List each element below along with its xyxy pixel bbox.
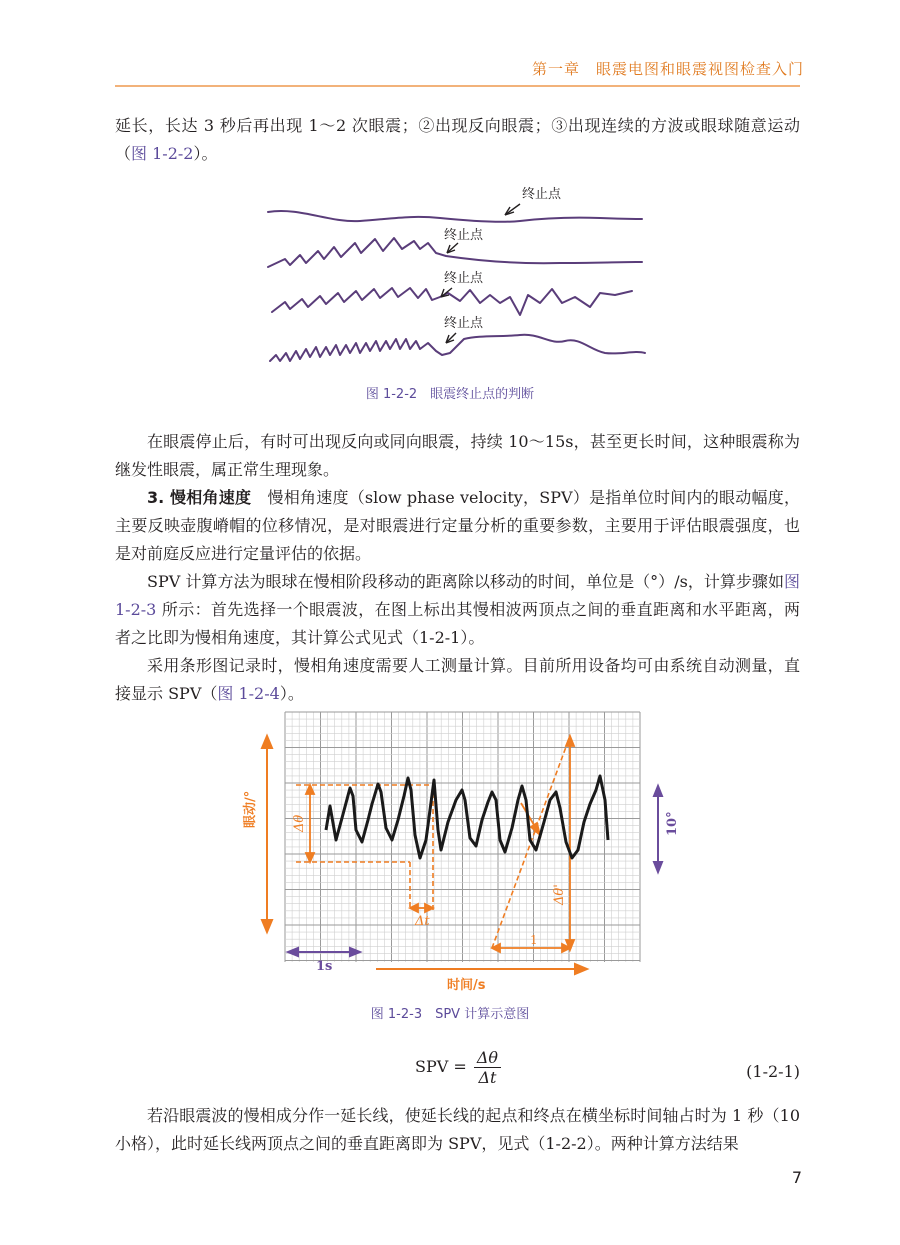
scale-10-degree-label: 10° bbox=[665, 811, 680, 836]
end-point-label-2: 终止点 bbox=[444, 228, 484, 243]
section-heading-spv: 3. 慢相角速度 bbox=[147, 488, 252, 507]
figure-ref-1-2-4[interactable]: 图 1-2-4 bbox=[217, 684, 280, 703]
trace-3 bbox=[272, 288, 632, 315]
formula-numerator: Δθ bbox=[474, 1048, 501, 1068]
equation-number: (1-2-1) bbox=[746, 1062, 800, 1081]
trace-1 bbox=[268, 211, 642, 222]
delta-theta-prime-label: Δθ' bbox=[552, 884, 567, 905]
para1-tail: ）。 bbox=[193, 144, 218, 163]
formula-lhs: SPV = bbox=[415, 1057, 467, 1076]
figure-1-2-3-caption: 图 1-2-3 SPV 计算示意图 bbox=[370, 1007, 530, 1022]
end-point-label-4: 终止点 bbox=[444, 316, 484, 331]
para3-text: 慢相角速度（slow phase velocity，SPV）是指单位时间内的眼动幅度，主要反映壶腹嵴帽的位移情况，是对眼震进行定量分析的重要参数，主要用于评估眼震强度，也是对前庭反应进行定量评估的依据。 bbox=[115, 488, 800, 563]
para5-text1: 采用条形图记录时，慢相角速度需要人工测量计算。目前所用设备均可由系统自动测量，直接显示 SPV（ bbox=[115, 656, 800, 703]
end-point-label-3: 终止点 bbox=[444, 271, 484, 286]
paragraph-4 bbox=[115, 568, 800, 652]
paragraph-2: 在眼震停止后，有时可出现反向或同向眼震，持续 10～15s，甚至更长时间，这种眼震称为继发性眼震，属正常生理现象。 bbox=[115, 432, 800, 479]
scale-1s-label: 1s bbox=[316, 959, 333, 974]
paragraph-1 bbox=[115, 112, 800, 168]
para1-text: 延长，长达 3 秒后再出现 1～2 次眼震；②出现反向眼震；③出现连续的方波或眼球随意运动（ bbox=[115, 116, 800, 163]
figure-1-2-3 bbox=[0, 700, 900, 1000]
x-axis-label: 时间/s bbox=[447, 978, 486, 993]
delta-theta-label: Δθ bbox=[292, 814, 307, 832]
page-number: 7 bbox=[791, 1168, 802, 1187]
para4-text2: 所示：首先选择一个眼震波，在图上标出其慢相波两顶点之间的垂直距离和水平距离，两者之比即为慢相角速度，其计算公式见式（1-2-1）。 bbox=[115, 600, 800, 647]
para4-text1: SPV 计算方法为眼球在慢相阶段移动的距离除以移动的时间，单位是（°）/s，计算步骤如 bbox=[147, 572, 784, 591]
delta-t-label: Δt bbox=[415, 914, 430, 929]
spv-formula bbox=[415, 1048, 501, 1087]
formula-denominator: Δt bbox=[478, 1068, 497, 1087]
para5-tail: ）。 bbox=[279, 684, 304, 703]
paragraph-3 bbox=[115, 484, 800, 568]
chapter-header: 第一章 眼震电图和眼震视图检查入门 bbox=[531, 60, 804, 78]
formula-fraction bbox=[474, 1048, 501, 1087]
end-point-label-1: 终止点 bbox=[522, 187, 562, 202]
figure-1-2-2-caption: 图 1-2-2 眼震终止点的判断 bbox=[365, 387, 535, 402]
trace-4 bbox=[270, 335, 645, 361]
figure-1-2-2 bbox=[0, 185, 900, 375]
figure-ref-1-2-3[interactable]: 图 1-2-3 bbox=[115, 572, 800, 619]
figure-ref-1-2-2[interactable]: 图 1-2-2 bbox=[131, 144, 194, 163]
one-second-label: 1 bbox=[530, 933, 538, 947]
y-axis-label: 眼动/° bbox=[243, 790, 258, 828]
paragraph-6: 若沿眼震波的慢相成分作一延长线，使延长线的起点和终点在横坐标时间轴占时为 1 秒（10 小格），此时延长线两顶点之间的垂直距离即为 SPV，见式（1-2-2）。两种计算方法结果 bbox=[115, 1106, 800, 1153]
header-rule bbox=[115, 85, 800, 87]
nystagmus-trace bbox=[326, 776, 608, 858]
